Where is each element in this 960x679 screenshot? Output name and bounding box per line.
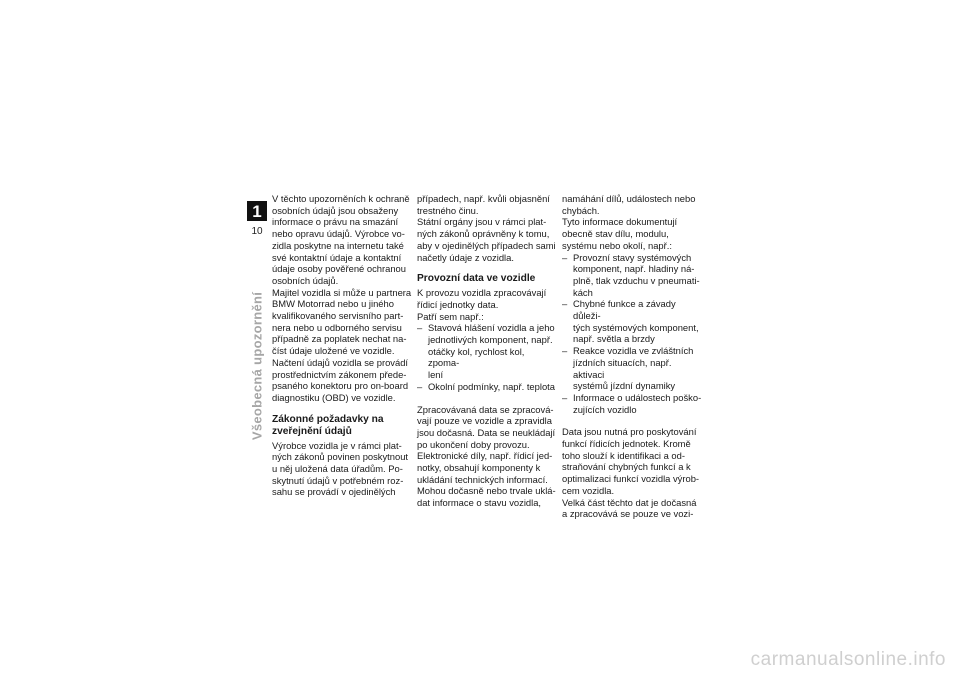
paragraph: Tyto informace dokumentují obecně stav dílu, modulu, systému nebo okolí, např.: <box>562 216 678 251</box>
list-item: – Stavová hlášení vozidla a jeho jednotlivých komponent, např. otáčky kol, rychlost kol, zpoma- lení <box>417 322 557 381</box>
chapter-number-badge: 1 <box>247 201 267 221</box>
paragraph: Elektronické díly, např. řídicí jed- notky, obsahují komponenty k ukládání technických informací. Mohou dočasně nebo trvale uklá- dat informace o stavu vozidla, <box>417 450 556 509</box>
page-number: 10 <box>251 226 263 237</box>
list-item: – Provozní stavy systémových komponent, např. hladiny ná- plně, tlak vzduchu v pneumati- kách <box>562 252 702 299</box>
bullet-list <box>417 322 557 392</box>
list-item: – Chybné funkce a závady důleži- tých systémových komponent, např. světla a brzdy <box>562 298 702 345</box>
text-column-1 <box>272 193 412 498</box>
paragraph: Data jsou nutná pro poskytování funkcí řídicích jednotek. Kromě toho slouží k identifikaci a od- straňování chybných funkcí a k optimalizaci funkcí vozidla výrob- cem vozidla. <box>562 426 700 496</box>
list-item: – Okolní podmínky, např. teplota <box>417 381 557 393</box>
list-item: – Reakce vozidla ve zvláštních jízdních situacích, např. aktivaci systémů jízdní dynamiky <box>562 345 702 392</box>
paragraph: Velká část těchto dat je dočasná a zpracovává se pouze ve vozi- <box>562 496 697 520</box>
paragraph: Majitel vozidla si může u partnera BMW Motorrad nebo u jiného kvalifikovaného servisního part- nera nebo u odborného servisu případně za poplatek nechat na- číst údaje uložené ve vozidle. <box>272 286 412 357</box>
section-heading: Provozní data ve vozidle <box>417 273 536 285</box>
paragraph: namáhání dílů, událostech nebo chybách. <box>562 193 696 216</box>
chapter-side-title: Všeobecná upozornění <box>249 291 265 441</box>
section-heading: Zákonné požadavky na zveřejnění údajů <box>272 413 384 437</box>
paragraph: Státní orgány jsou v rámci plat- ných zákonů oprávněny k tomu, aby v ojedinělých případech sami načetly údaje z vozidla. <box>417 216 556 263</box>
paragraph: V těchto upozorněních k ochraně osobních údajů jsou obsaženy informace o právu na smazání nebo opravu údajů. Výrobce vo- zidla poskytne na internetu také své kontaktní údaje a kontaktní údaje osoby pověřené ochranou osobních údajů. <box>272 193 410 286</box>
paragraph: případech, např. kvůli objasnění trestného činu. <box>417 193 550 216</box>
paragraph: Výrobce vozidla je v rámci plat- ných zákonů povinen poskytnout u něj uložená data úřadům. Po- skytnutí údajů v potřebném roz- sahu se provádí v ojedinělých <box>272 439 409 498</box>
text-column-2 <box>417 193 557 509</box>
paragraph: Zpracovávaná data se zpracová- vají pouze ve vozidle a zpravidla jsou dočasná. Data se neukládají po ukončení doby provozu. <box>417 403 556 450</box>
paragraph: K provozu vozidla zpracovávají řídicí jednotky data. <box>417 287 547 310</box>
paragraph: Patří sem např.: <box>417 310 484 322</box>
text-column-3 <box>562 193 702 520</box>
paragraph: Načtení údajů vozidla se provádí prostřednictvím zákonem přede- psaného konektoru pro on-board diagnostiku (OBD) ve vozidle. <box>272 356 409 403</box>
list-item: – Informace o událostech poško- zujících vozidlo <box>562 392 702 415</box>
bullet-list <box>562 252 702 416</box>
watermark: carmanualsonline.info <box>750 649 946 670</box>
